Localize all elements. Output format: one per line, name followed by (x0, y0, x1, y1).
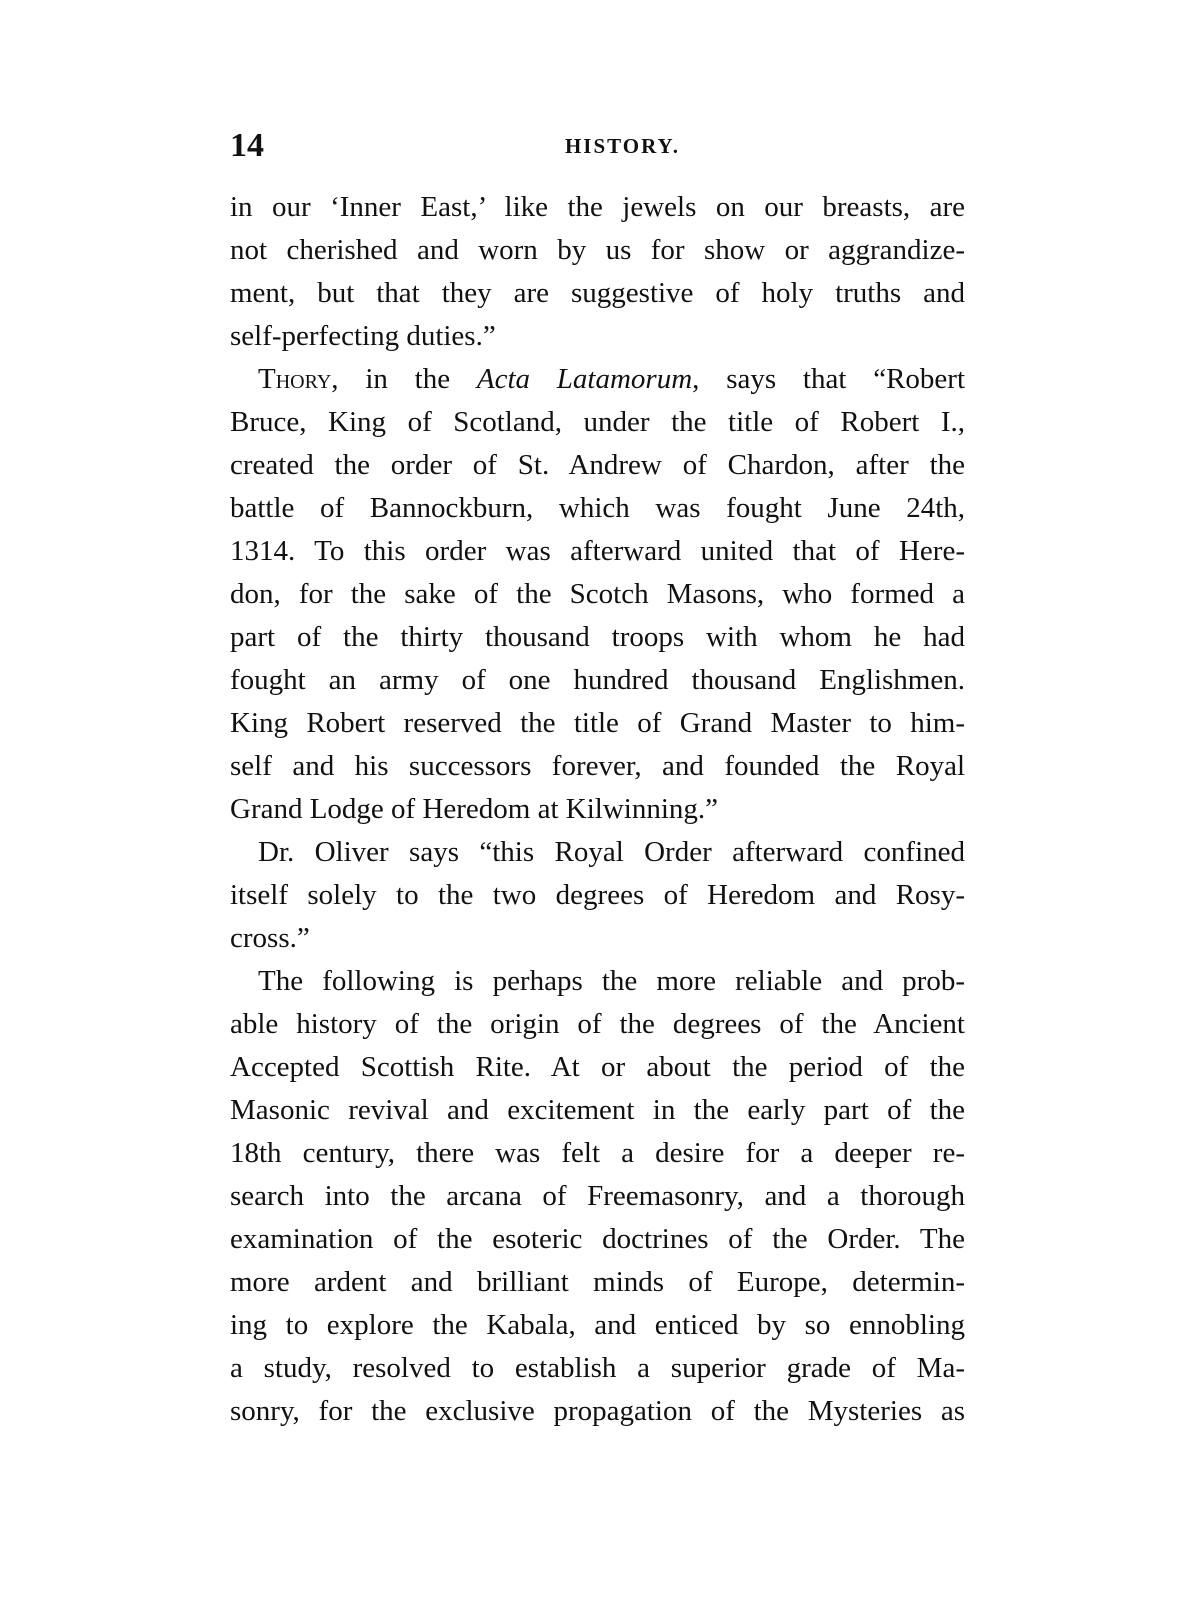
text-line: Grand Lodge of Heredom at Kilwinning.” (230, 793, 719, 825)
text-line: itself solely to the two degrees of Heredom and Rosy- (230, 879, 965, 911)
text-line: Accepted Scottish Rite. At or about the period of the (230, 1051, 965, 1083)
page-number: 14 (230, 127, 264, 164)
text-line: ing to explore the Kabala, and enticed by so ennobling (230, 1309, 965, 1341)
text-line: created the order of St. Andrew of Chardon, after the (230, 449, 965, 481)
text-line: sonry, for the exclusive propagation of the Mysteries as (230, 1395, 965, 1427)
text-line: fought an army of one hundred thousand Englishmen. (230, 664, 965, 696)
text-line: ment, but that they are suggestive of holy truths and (230, 277, 965, 309)
text-line: not cherished and worn by us for show or aggrandize- (230, 234, 965, 266)
body-text (230, 186, 965, 1433)
text-line: The following is perhaps the more reliable and prob- (258, 965, 965, 997)
author-name: Thory (258, 363, 332, 395)
page-header (230, 126, 965, 166)
paragraph-4 (230, 960, 965, 1433)
text-line: King Robert reserved the title of Grand Master to him- (230, 707, 965, 739)
text-line: self and his successors forever, and founded the Royal (230, 750, 965, 782)
paragraph-2 (230, 358, 965, 831)
text-line: examination of the esoteric doctrines of the Order. The (230, 1223, 965, 1255)
text-line: search into the arcana of Freemasonry, and a thorough (230, 1180, 965, 1212)
text-line: cross.” (230, 922, 310, 954)
text-line (230, 358, 965, 401)
text-line: part of the thirty thousand troops with whom he had (230, 621, 965, 653)
text-line: Masonic revival and excitement in the early part of the (230, 1094, 965, 1126)
text-line: Dr. Oliver says “this Royal Order afterward confined (258, 836, 965, 868)
paragraph-1 (230, 186, 965, 358)
text-line: in our ‘Inner East,’ like the jewels on our breasts, are (230, 191, 965, 223)
text-line: self-perfecting duties.” (230, 320, 496, 352)
text-line: battle of Bannockburn, which was fought June 24th, (230, 492, 965, 524)
text-line: a study, resolved to establish a superior grade of Ma- (230, 1352, 965, 1384)
work-title: Acta Latamorum (476, 363, 693, 395)
text-line: Bruce, King of Scotland, under the title of Robert I., (230, 406, 965, 438)
text-line: able history of the origin of the degrees of the Ancient (230, 1008, 965, 1040)
text-line: don, for the sake of the Scotch Masons, who formed a (230, 578, 965, 610)
text-line: 18th century, there was felt a desire for a deeper re- (230, 1137, 965, 1169)
text-fragment: , says that “Robert (692, 363, 966, 395)
running-head: HISTORY. (564, 134, 681, 158)
paragraph-3 (230, 831, 965, 960)
text-fragment: , in the (331, 363, 477, 395)
text-line: 1314. To this order was afterward united that of Here- (230, 535, 965, 567)
text-line: more ardent and brilliant minds of Europe, determin- (230, 1266, 965, 1298)
